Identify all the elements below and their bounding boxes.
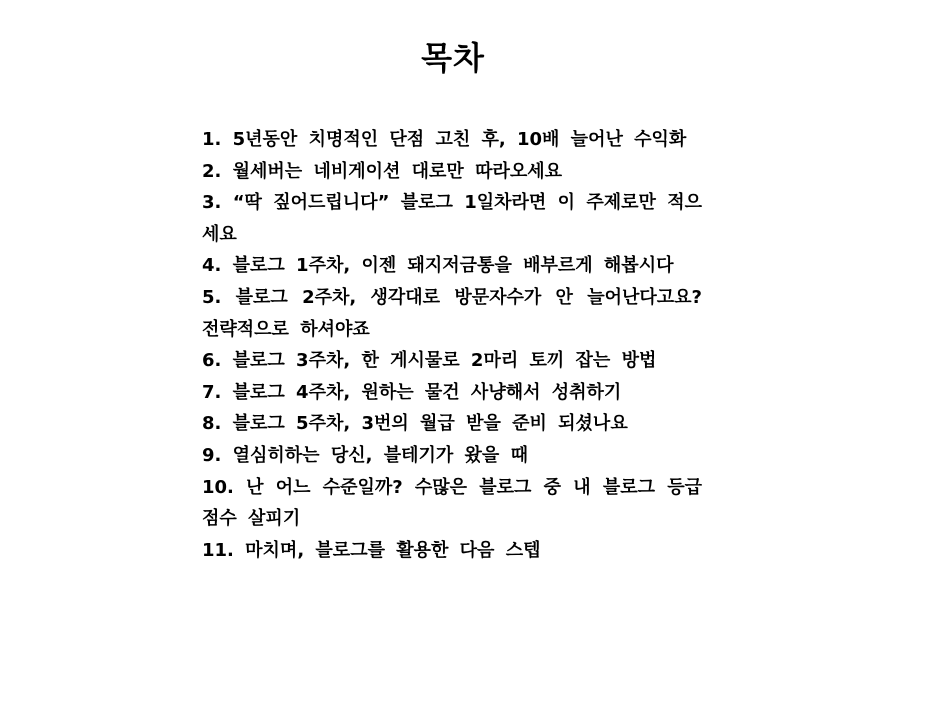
toc-item-7: 7. 블로그 4주차, 원하는 물건 사냥해서 성취하기 [202, 381, 622, 403]
toc-item-8: 8. 블로그 5주차, 3번의 월급 받을 준비 되셨나요 [202, 413, 628, 435]
toc-item-3: 3. “딱 짚어드립니다” 블로그 1일차라면 이 주제로만 적으세요 [202, 192, 702, 245]
toc-item-10: 10. 난 어느 수준일까? 수많은 블로그 중 내 블로그 등급 점수 살피기 [202, 476, 702, 530]
table-of-contents [202, 124, 702, 566]
toc-item-9: 9. 열심히하는 당신, 블테기가 왔을 때 [202, 444, 528, 466]
toc-item-11: 11. 마치며, 블로그를 활용한 다음 스텝 [202, 539, 541, 561]
toc-item-5: 5. 블로그 2주차, 생각대로 방문자수가 안 늘어난다고요? 전략적으로 하셔야죠 [202, 286, 702, 340]
toc-item-2: 2. 월세버는 네비게이션 대로만 따라오세요 [202, 160, 563, 182]
toc-item-4: 4. 블로그 1주차, 이젠 돼지저금통을 배부르게 해봅시다 [202, 255, 674, 277]
page-title: 목차 [421, 39, 485, 77]
toc-item-1: 1. 5년동안 치명적인 단점 고친 후, 10배 늘어난 수익화 [202, 129, 687, 150]
toc-item-6: 6. 블로그 3주차, 한 게시물로 2마리 토끼 잡는 방법 [202, 350, 657, 372]
